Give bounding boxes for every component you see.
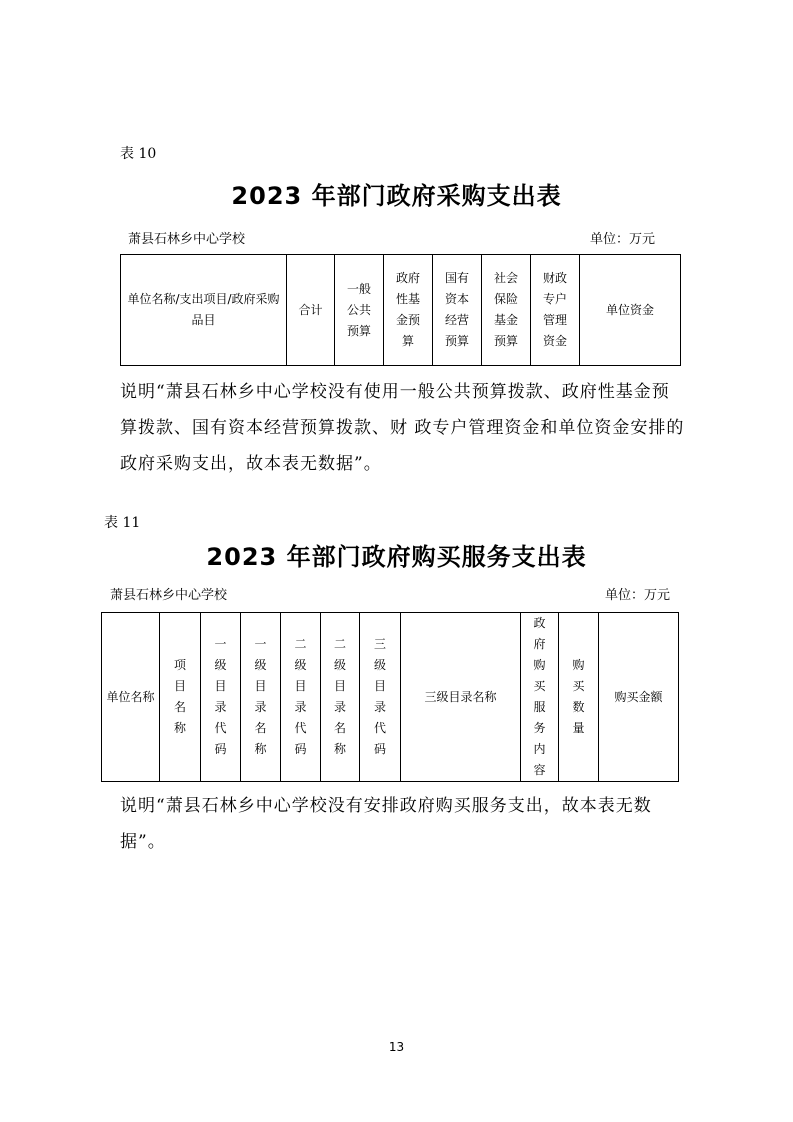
page-number: 13 — [388, 1040, 405, 1054]
table-10-header-cell: 单位资金 — [580, 255, 681, 366]
table-10-title: 2023 年部门政府采购支出表 — [231, 182, 562, 210]
table-10 — [120, 254, 681, 366]
table-11-header-cell: 购买金额 — [599, 613, 679, 782]
table-11-header-cell: 三级目录名称 — [401, 613, 521, 782]
table-10-header-cell: 一般公共预算 — [335, 255, 384, 366]
table-11-label: 表 11 — [104, 515, 141, 531]
table-10-header-cell: 政府性基金预算 — [384, 255, 433, 366]
table-11-header-cell: 一级目录代码 — [201, 613, 241, 782]
table-10-header-cell: 合计 — [287, 255, 335, 366]
table-11-note: 说明“萧县石林乡中心学校没有安排政府购买服务支出，故本表无数据”。 — [120, 796, 652, 852]
table-10-label: 表 10 — [120, 146, 157, 162]
table-11-header-cell: 一级目录名称 — [241, 613, 281, 782]
table-10-unit: 单位：万元 — [590, 232, 656, 247]
table-10-header-cell: 国有资本经营预算 — [433, 255, 482, 366]
table-11-header-row — [102, 613, 679, 782]
table-10-header-cell: 单位名称/支出项目/政府采购品目 — [121, 255, 287, 366]
table-11-title: 2023 年部门政府购买服务支出表 — [206, 543, 587, 571]
table-11-header-cell: 二级目录名称 — [321, 613, 360, 782]
table-10-org: 萧县石林乡中心学校 — [128, 232, 246, 247]
table-11-header-cell: 项目名称 — [160, 613, 201, 782]
table-11-unit: 单位：万元 — [605, 588, 671, 603]
table-11-header-cell: 二级目录代码 — [281, 613, 321, 782]
table-11-header-cell: 三级目录代码 — [360, 613, 401, 782]
table-11-header-cell: 政府购买服务内容 — [521, 613, 559, 782]
table-10-note: 说明“萧县石林乡中心学校没有使用一般公共预算拨款、政府性基金预算拨款、国有资本经营预算拨款、财 政专户管理资金和单位资金安排的政府采购支出，故本表无数据”。 — [120, 382, 685, 474]
table-11-header-cell: 单位名称 — [102, 613, 160, 782]
table-10-header-cell: 财政专户管理资金 — [531, 255, 580, 366]
table-11 — [101, 612, 679, 782]
table-11-org: 萧县石林乡中心学校 — [110, 588, 228, 603]
table-10-header-cell: 社会保险基金预算 — [482, 255, 531, 366]
table-10-header-row — [121, 255, 681, 366]
table-11-header-cell: 购买数量 — [559, 613, 599, 782]
